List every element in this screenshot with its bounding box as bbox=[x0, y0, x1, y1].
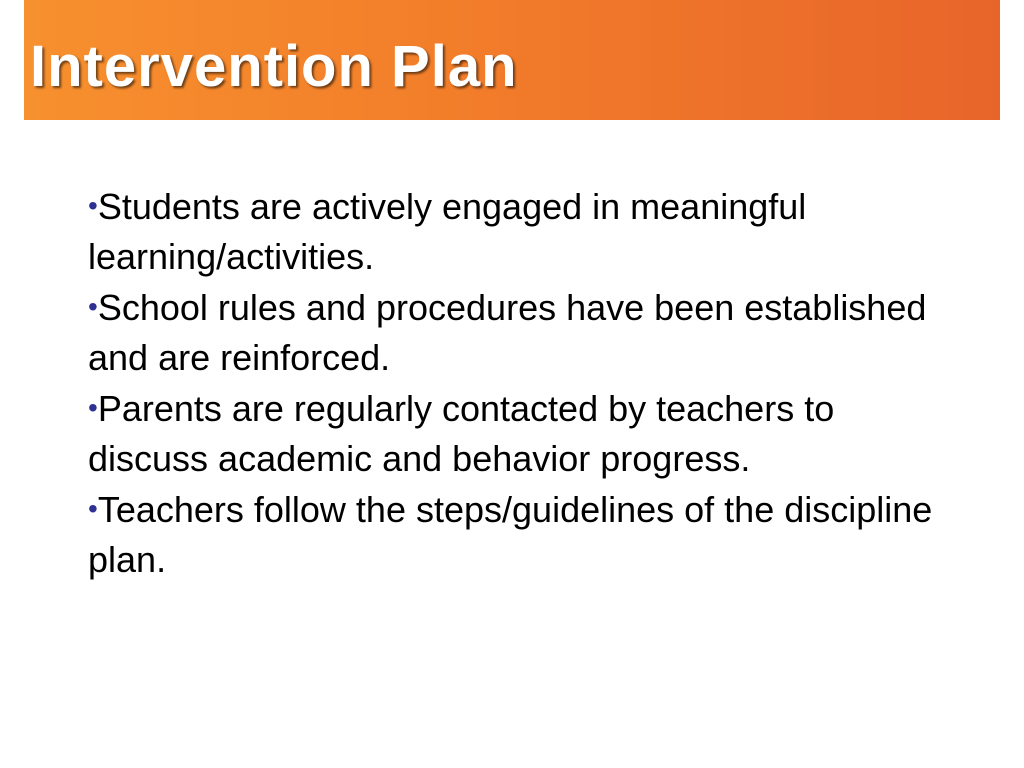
bullet-text: School rules and procedures have been established and are reinforced. bbox=[88, 287, 927, 378]
bullet-list bbox=[88, 181, 948, 585]
bullet-icon: • bbox=[88, 392, 98, 423]
bullet-text: Parents are regularly contacted by teachers to discuss academic and behavior progress. bbox=[88, 388, 835, 479]
bullet-icon: • bbox=[88, 291, 98, 322]
slide-title: Intervention Plan bbox=[30, 34, 518, 99]
bullet-icon: • bbox=[88, 190, 98, 221]
bullet-text: Teachers follow the steps/guidelines of the discipline plan. bbox=[88, 489, 933, 580]
bullet-item bbox=[88, 181, 948, 282]
bullet-item bbox=[88, 383, 948, 484]
bullet-icon: • bbox=[88, 493, 98, 524]
bullet-item bbox=[88, 484, 948, 585]
bullet-item bbox=[88, 282, 948, 383]
bullet-text: Students are actively engaged in meaningful learning/activities. bbox=[88, 186, 807, 277]
